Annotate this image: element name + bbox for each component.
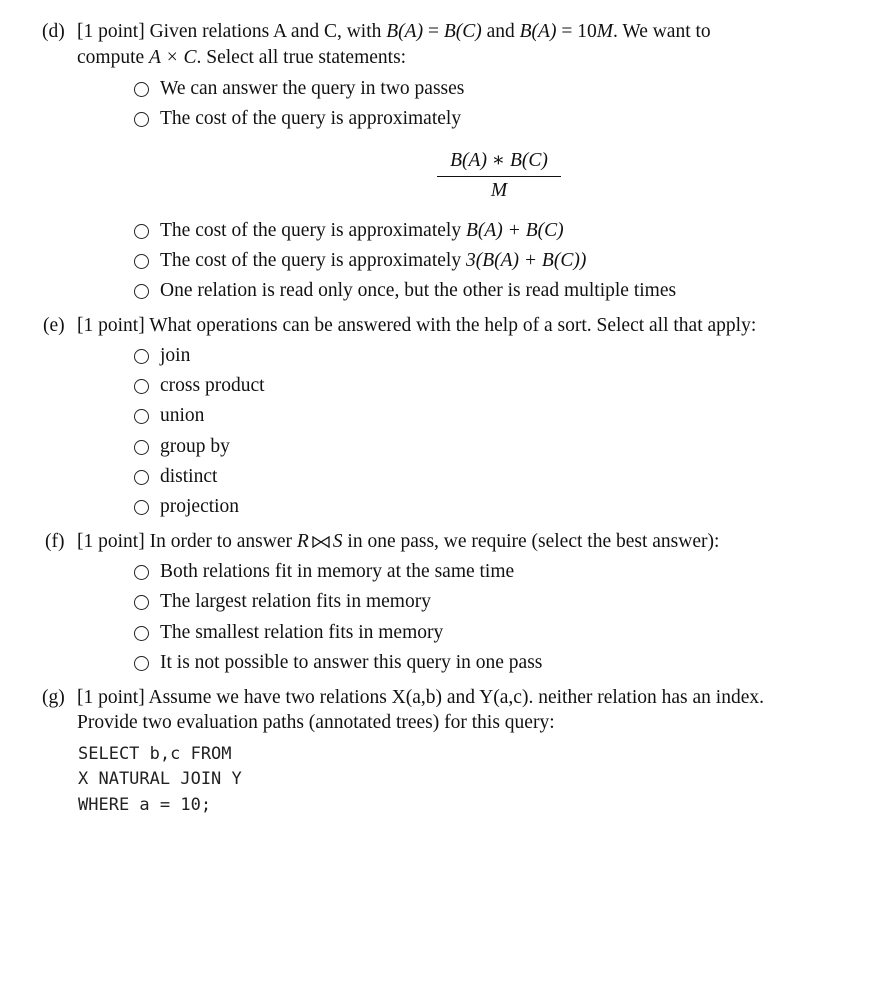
radio-circle[interactable] <box>134 440 149 455</box>
math-eq-10: = 10 <box>556 21 597 42</box>
math-s: S <box>332 531 343 552</box>
question-d-label: (d) <box>42 21 65 42</box>
radio-circle[interactable] <box>134 82 149 97</box>
option-label: We can answer the query in two passes <box>160 78 465 99</box>
line2-text: compute <box>77 47 150 68</box>
option-label: The cost of the query is approximately B(A) + B(C) <box>160 220 564 241</box>
math-sum: B(A) + B(C) <box>465 220 564 241</box>
option-f-2[interactable] <box>134 590 431 614</box>
option-label: cross product <box>160 375 265 396</box>
option-e-group-by[interactable] <box>134 435 230 459</box>
option-label: union <box>160 405 205 426</box>
option-e-projection[interactable] <box>134 495 239 519</box>
sql-line-2: X NATURAL JOIN Y <box>78 769 242 789</box>
option-f-1[interactable] <box>134 560 514 584</box>
radio-circle[interactable] <box>134 500 149 515</box>
sql-line-1: SELECT b,c FROM <box>78 744 232 764</box>
option-e-cross-product[interactable] <box>134 374 265 398</box>
points-badge: [1 point] <box>77 687 145 708</box>
line2-tail: . Select all true statements: <box>196 47 407 68</box>
points-badge: [1 point] <box>77 531 145 552</box>
math-r: R <box>296 531 309 552</box>
question-e-header <box>77 314 756 338</box>
question-f-header <box>77 530 719 554</box>
option-d-5[interactable] <box>134 279 676 303</box>
question-f-label: (f) <box>45 531 65 552</box>
radio-circle[interactable] <box>134 595 149 610</box>
radio-circle[interactable] <box>134 565 149 580</box>
radio-circle[interactable] <box>134 224 149 239</box>
option-label: distinct <box>160 466 218 487</box>
sql-line-3: WHERE a = 10; <box>78 795 212 815</box>
radio-circle[interactable] <box>134 379 149 394</box>
option-d-1[interactable] <box>134 77 464 101</box>
question-d-line2 <box>77 46 406 70</box>
radio-circle[interactable] <box>134 112 149 127</box>
option-label: projection <box>160 496 240 517</box>
question-g-line2: Provide two evaluation paths (annotated trees) for this query: <box>77 712 555 733</box>
question-g-header <box>77 686 764 710</box>
math-m: M <box>596 21 613 42</box>
option-e-union[interactable] <box>134 404 204 428</box>
option-f-3[interactable] <box>134 621 443 645</box>
math-ba: B(A) <box>386 21 424 42</box>
natural-join-icon <box>312 536 330 548</box>
option-label: join <box>160 345 191 366</box>
radio-circle[interactable] <box>134 470 149 485</box>
question-d-text: Given relations A and C, with <box>149 21 382 42</box>
fraction-bar <box>437 176 561 177</box>
radio-circle[interactable] <box>134 349 149 364</box>
math-bc: B(C) <box>443 21 482 42</box>
radio-circle[interactable] <box>134 626 149 641</box>
question-g-label: (g) <box>42 687 65 708</box>
option-e-join[interactable] <box>134 344 190 368</box>
and-text: and <box>481 21 520 42</box>
fraction-numerator: B(A) ∗ B(C) <box>450 150 548 171</box>
question-g-text: Assume we have two relations X(a,b) and Y(a,c). neither relation has an index. <box>148 687 764 708</box>
option-e-distinct[interactable] <box>134 465 217 489</box>
question-f-text-tail: in one pass, we require (select the best answer): <box>347 531 720 552</box>
option-label: One relation is read only once, but the other is read multiple times <box>160 280 677 301</box>
question-e-text: What operations can be answered with the help of a sort. Select all that apply: <box>149 315 757 336</box>
option-d-2[interactable] <box>134 107 461 131</box>
option-label: It is not possible to answer this query in one pass <box>160 652 543 673</box>
points-badge: [1 point] <box>77 315 145 336</box>
option-label: The smallest relation fits in memory <box>160 622 444 643</box>
math-ba-2: B(A) <box>519 21 557 42</box>
option-label: The cost of the query is approximately <box>160 108 462 129</box>
radio-circle[interactable] <box>134 284 149 299</box>
option-f-4[interactable] <box>134 651 542 675</box>
option-label: The cost of the query is approximately 3(B(A) + B(C)) <box>160 250 587 271</box>
fraction-formula <box>437 148 561 203</box>
option-label: Both relations fit in memory at the same time <box>160 561 515 582</box>
fraction-denominator: M <box>490 180 508 201</box>
math-eq: = <box>423 21 444 42</box>
math-3sum: 3(B(A) + B(C)) <box>465 250 587 271</box>
question-e-label: (e) <box>43 315 65 336</box>
radio-circle[interactable] <box>134 254 149 269</box>
points-badge: [1 point] <box>77 21 145 42</box>
sentence-end: . We want to <box>612 21 711 42</box>
question-f-text: In order to answer <box>149 531 292 552</box>
radio-circle[interactable] <box>134 656 149 671</box>
option-d-4[interactable] <box>134 249 586 273</box>
question-d-header <box>77 20 711 44</box>
math-axc: A × C <box>149 47 197 68</box>
option-label: group by <box>160 436 230 457</box>
option-label: The largest relation fits in memory <box>160 591 431 612</box>
option-d-3[interactable] <box>134 219 564 243</box>
radio-circle[interactable] <box>134 409 149 424</box>
